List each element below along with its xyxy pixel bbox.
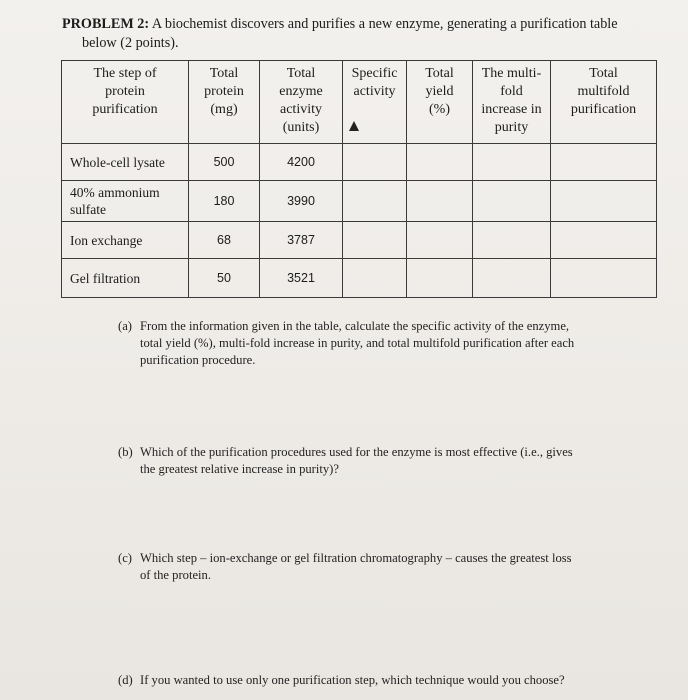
header-fold-increase: The multi- fold increase in purity (473, 61, 551, 144)
question-a-line1: From the information given in the table, calculate the specific activity of the enzyme, (140, 319, 570, 333)
specific-activity-cell[interactable] (343, 259, 407, 298)
question-b (118, 444, 628, 478)
purification-table (61, 60, 657, 298)
header-total-multifold: Total multifold purification (551, 61, 657, 144)
total-protein-value: 180 (189, 181, 260, 222)
question-a-line3: purification procedure. (140, 353, 256, 367)
fold-increase-cell[interactable] (473, 181, 551, 222)
step-name: Ion exchange (62, 222, 189, 259)
total-yield-cell[interactable] (407, 181, 473, 222)
header-step: The step of protein purification (62, 61, 189, 144)
specific-activity-cell[interactable] (343, 222, 407, 259)
question-c-label: (c) (118, 551, 132, 565)
total-multifold-cell[interactable] (551, 144, 657, 181)
total-activity-value: 4200 (260, 144, 343, 181)
question-b-label: (b) (118, 445, 133, 459)
header-specific-activity: Specific activity (343, 61, 407, 144)
header-total-activity: Total enzyme activity (units) (260, 61, 343, 144)
fold-increase-cell[interactable] (473, 144, 551, 181)
question-d-label: (d) (118, 673, 133, 687)
question-c (118, 550, 628, 584)
total-activity-value: 3787 (260, 222, 343, 259)
total-multifold-cell[interactable] (551, 222, 657, 259)
question-d-line1: If you wanted to use only one purification step, which technique would you choose? (140, 673, 565, 687)
specific-activity-cell[interactable] (343, 181, 407, 222)
fold-increase-cell[interactable] (473, 259, 551, 298)
problem-label: PROBLEM 2: (62, 16, 150, 32)
total-yield-cell[interactable] (407, 144, 473, 181)
problem-intro-continued: below (2 points). (82, 35, 179, 51)
total-yield-cell[interactable] (407, 259, 473, 298)
question-a-label: (a) (118, 319, 132, 333)
fold-increase-cell[interactable] (473, 222, 551, 259)
problem-heading (62, 16, 618, 33)
header-total-yield: Total yield (%) (407, 61, 473, 144)
table-header-row (62, 61, 657, 144)
mouse-cursor-icon (349, 121, 359, 131)
table-row (62, 222, 657, 259)
question-a (118, 318, 628, 369)
step-name: Whole-cell lysate (62, 144, 189, 181)
total-multifold-cell[interactable] (551, 259, 657, 298)
question-a-line2: total yield (%), multi-fold increase in purity, and total multifold purification after each (140, 336, 575, 350)
total-protein-value: 68 (189, 222, 260, 259)
total-protein-value: 500 (189, 144, 260, 181)
problem-intro: A biochemist discovers and purifies a new enzyme, generating a purification table (151, 16, 618, 32)
question-b-line1: Which of the purification procedures used for the enzyme is most effective (i.e., gives (140, 445, 573, 459)
table-row (62, 259, 657, 298)
question-c-line2: of the protein. (140, 568, 211, 582)
question-c-line1: Which step – ion-exchange or gel filtration chromatography – causes the greatest loss (140, 551, 572, 565)
total-activity-value: 3521 (260, 259, 343, 298)
question-d (118, 672, 628, 689)
table-row (62, 144, 657, 181)
step-name: 40% ammonium sulfate (62, 181, 189, 222)
specific-activity-cell[interactable] (343, 144, 407, 181)
header-total-protein: Total protein (mg) (189, 61, 260, 144)
total-protein-value: 50 (189, 259, 260, 298)
step-name: Gel filtration (62, 259, 189, 298)
table-row (62, 181, 657, 222)
total-multifold-cell[interactable] (551, 181, 657, 222)
question-b-line2: the greatest relative increase in purity)? (140, 462, 339, 476)
total-yield-cell[interactable] (407, 222, 473, 259)
total-activity-value: 3990 (260, 181, 343, 222)
